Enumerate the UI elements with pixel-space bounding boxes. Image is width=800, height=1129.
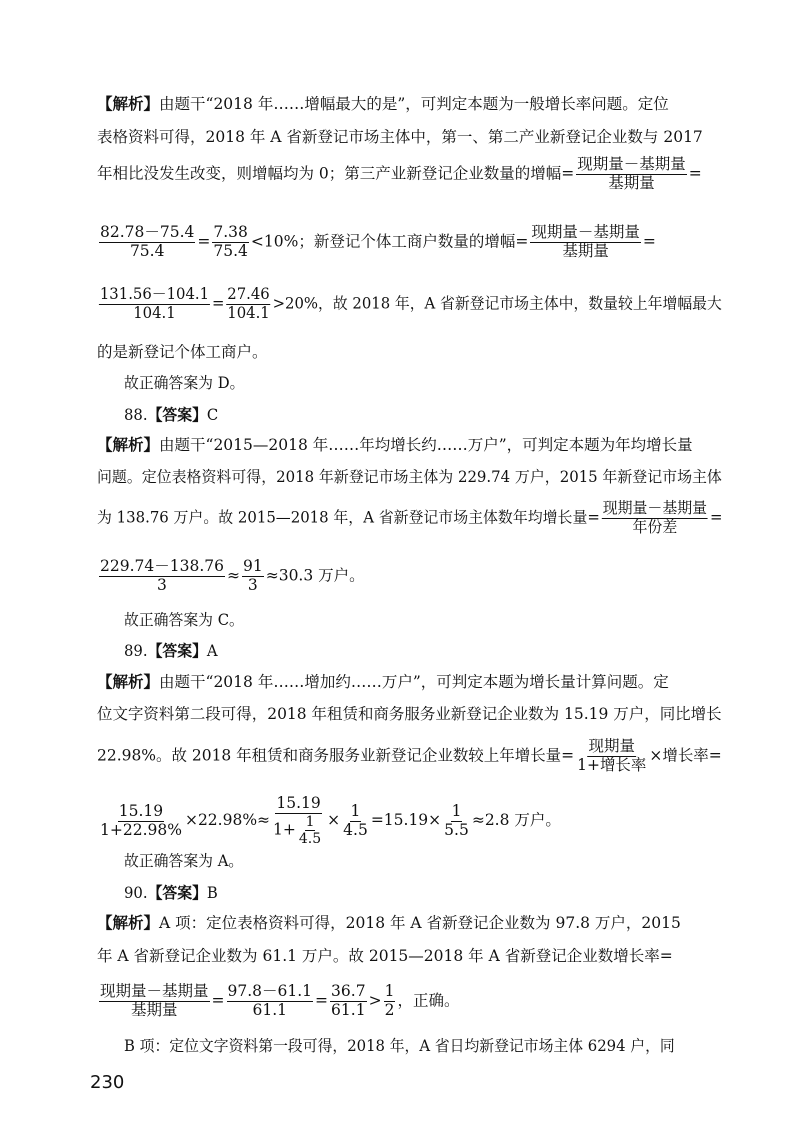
- fraction: $\frac{82.78-75.4}{75.4}$: [100, 223, 195, 260]
- text-line: B 项：定位文字资料第一段可得，2018 年，A 省日均新登记市场主体 6294 户，同: [124, 1037, 675, 1055]
- answer-89-header: 89.【答案】A: [124, 642, 218, 660]
- text-line: 问题。定位表格资料可得，2018 年新登记市场主体为 229.74 万户，2015 年新登记市场主体: [97, 468, 722, 486]
- fraction: 现期量－基期量 年份差: [602, 499, 708, 536]
- answer-conclusion: 故正确答案为 A。: [124, 852, 244, 870]
- analysis-90-line: 【解析】A 项：定位表格资料可得，2018 年 A 省新登记企业数为 97.8 万户，2015: [97, 914, 681, 932]
- text-line: 位文字资料第二段可得，2018 年租赁和商务服务业新登记企业数为 15.19 万户，同比增长: [97, 705, 722, 723]
- text-line: 的是新登记个体工商户。: [97, 343, 268, 361]
- fraction: 现期量 1+增长率: [577, 737, 647, 774]
- answer-conclusion: 故正确答案为 D。: [124, 374, 245, 392]
- fraction: $\frac{15.19}{1+22.98\%}$: [100, 801, 182, 839]
- text-line: 表格资料可得，2018 年 A 省新登记市场主体中，第一、第二产业新登记企业数与 2017: [97, 128, 703, 146]
- analysis-89-line: 【解析】由题干“2018 年……增加约……万户”，可判定本题为增长量计算问题。定: [97, 673, 669, 691]
- formula-line: 22.98%。故 2018 年租赁和商务服务业新登记企业数较上年增长量= 现期量 1+增长率 ×增长率=: [97, 737, 722, 774]
- fraction: $\frac{36.7}{61.1}$: [331, 982, 366, 1019]
- fraction: $\frac{91}{3}$: [242, 557, 263, 594]
- answer-conclusion: 故正确答案为 C。: [124, 611, 244, 629]
- analysis-label: 【解析】: [97, 914, 160, 932]
- answer-90-header: 90.【答案】B: [124, 884, 218, 902]
- analysis-label: 【解析】: [97, 95, 160, 113]
- answer-88-header: 88.【答案】C: [124, 406, 219, 424]
- fraction: $\frac{1}{4.5}$: [343, 801, 368, 839]
- fraction: 15.19 1+ $\frac{1}{4.5}$: [273, 794, 322, 847]
- fraction: $\frac{1}{2}$: [384, 982, 395, 1019]
- page-number: 230: [90, 1072, 125, 1093]
- fraction: $\frac{97.8-61.1}{61.1}$: [227, 982, 313, 1019]
- formula-line: $\frac{131.56-104.1}{104.1}$ = $\frac{27.46}{104.1}$ >20%，故 2018 年，A 省新登记市场主体中，数量较上年增幅最大: [99, 285, 722, 322]
- analysis-87-line: 【解析】由题干“2018 年……增幅最大的是”，可判定本题为一般增长率问题。定位: [97, 95, 669, 113]
- fraction: $\frac{1}{4.5}$: [298, 813, 322, 847]
- formula-line: 现期量－基期量 基期量 = $\frac{97.8-61.1}{61.1}$ = $\frac{36.7}{61.1}$ > $\frac{1}{2}$ ，正确。: [100, 982, 460, 1019]
- fraction: $\frac{7.38}{75.4}$: [213, 223, 248, 260]
- formula-line: 年相比没发生改变，则增幅均为 0；第三产业新登记企业数量的增幅= 现期量－基期量 基期量 =: [97, 155, 702, 192]
- formula-line: 为 138.76 万户。故 2015—2018 年，A 省新登记市场主体数年均增长量= 现期量－基期量 年份差 =: [97, 499, 723, 536]
- formula-line: $\frac{229.74-138.76}{3}$ ≈ $\frac{91}{3}$ ≈30.3 万户。: [100, 557, 365, 594]
- fraction: $\frac{1}{5.5}$: [444, 801, 469, 839]
- analysis-label: 【解析】: [97, 436, 160, 454]
- formula-line: $\frac{15.19}{1+22.98\%}$ ×22.98%≈ 15.19 1+ $\frac{1}{4.5}$ × $\frac{1}{4.5}$ =15.19× $\frac{1}{5.5}$ ≈2.8 万户。: [100, 794, 561, 847]
- fraction: 现期量－基期量 基期量: [531, 223, 640, 260]
- text-line: 年 A 省新登记企业数为 61.1 万户。故 2015—2018 年 A 省新登记企业数增长率=: [97, 947, 673, 965]
- fraction: 现期量－基期量 基期量: [100, 982, 209, 1019]
- analysis-label: 【解析】: [97, 673, 160, 691]
- fraction: $\frac{27.46}{104.1}$: [227, 285, 270, 322]
- fraction: $\frac{229.74-138.76}{3}$: [100, 557, 224, 594]
- fraction: $\frac{131.56-104.1}{104.1}$: [99, 285, 210, 322]
- analysis-88-line: 【解析】由题干“2015—2018 年……年均增长约……万户”，可判定本题为年均增长量: [97, 436, 693, 454]
- fraction: 现期量－基期量 基期量: [577, 155, 686, 192]
- formula-line: $\frac{82.78-75.4}{75.4}$ = $\frac{7.38}{75.4}$ <10%；新登记个体工商户数量的增幅= 现期量－基期量 基期量 =: [100, 223, 656, 260]
